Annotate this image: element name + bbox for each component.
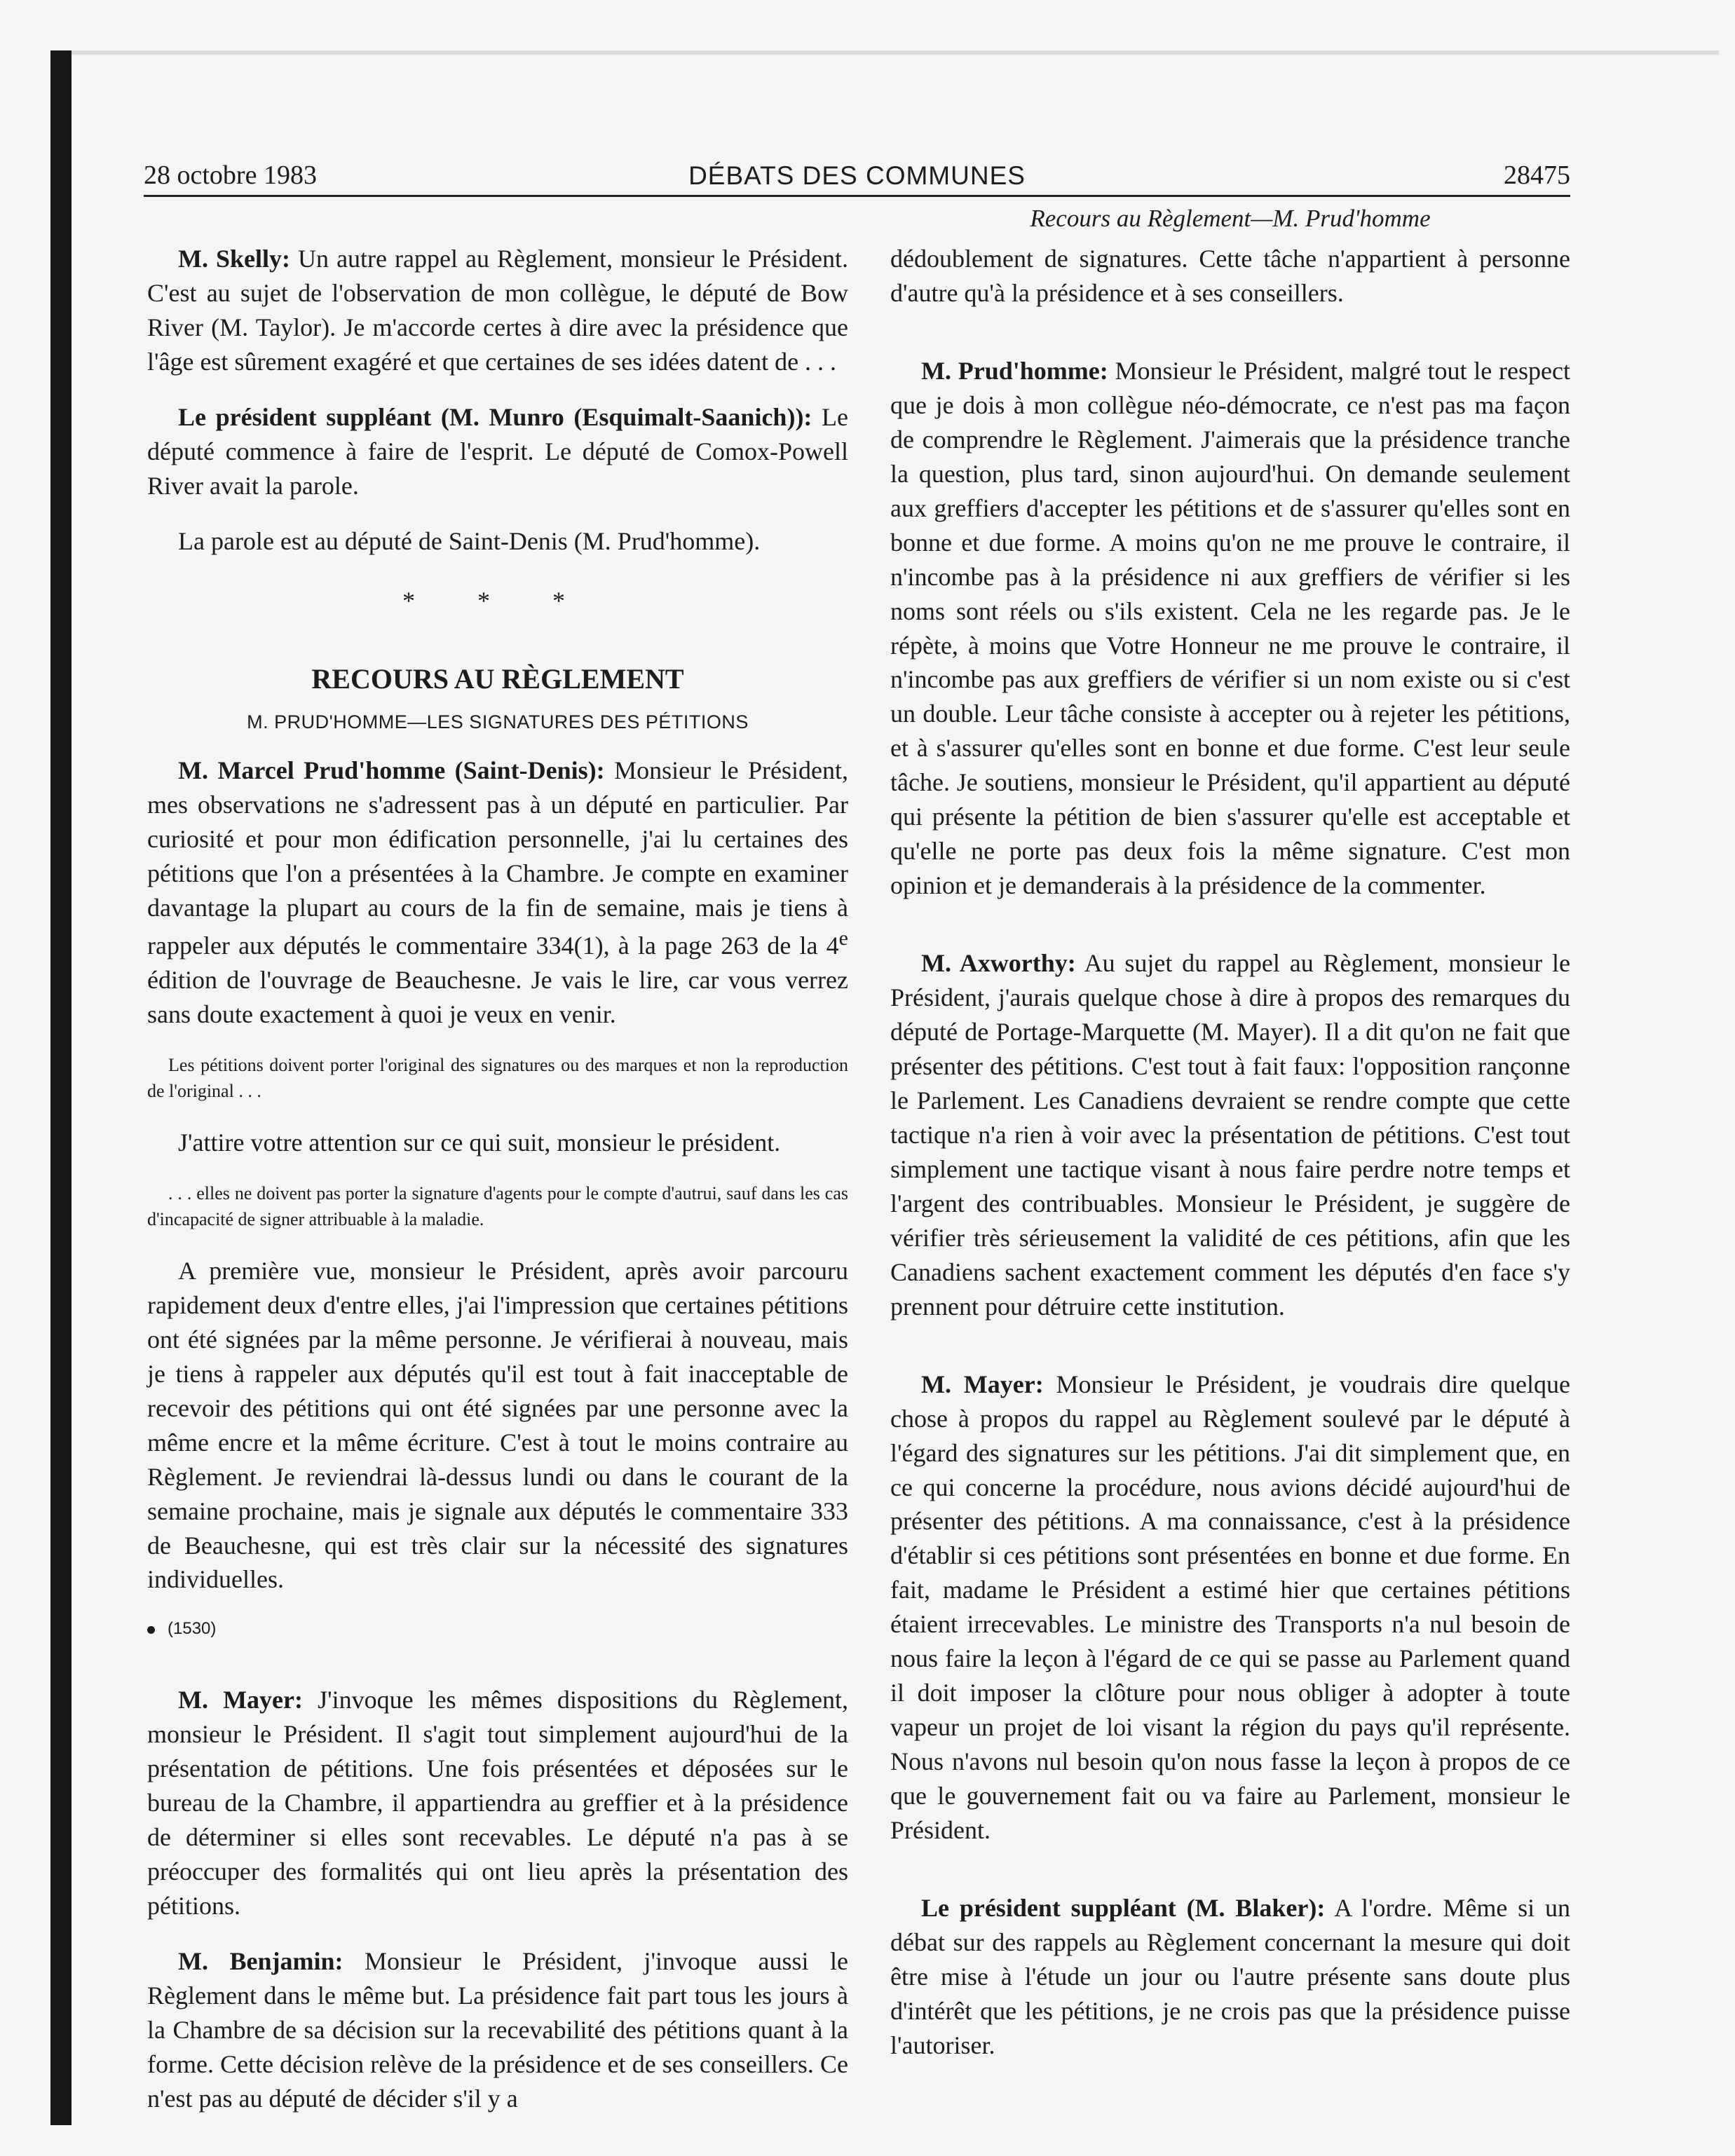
paragraph-continuation: dédoublement de signatures. Cette tâche n'appartient à personne d'autre qu'à la présidence et à ses conseillers. [890,245,1570,307]
paragraph-benjamin [147,1944,848,2116]
speaker-name: M. Mayer: [178,1686,303,1714]
quotation-2: . . . elles ne doivent pas porter la signature d'agents pour le compte d'autrui, sauf dans les cas d'incapacité de signer attribuable à la maladie. [147,1183,848,1229]
right-column [890,242,1570,2084]
paragraph-text: Au sujet du rappel au Règlement, monsieur le Président, j'aurais quelque chose à dire à propos des remarques du député de Portage-Marquette (M. Mayer). Il a dit qu'on ne fait que présenter des pétitions. C'est tout à fait faux: l'opposition rançonne le Parlement. Les Canadiens devraient se rendre compte que cette tactique n'a rien à voir avec la présentation de pétitions. C'est tout simplement une tactique visant à nous faire perdre notre temps et l'argent des contribuables. Monsieur le Président, je suggère de vérifier très sérieusement la validité de ces pétitions, afin que les Canadiens sachent exactement comment les députés d'en face s'y prennent pour détruire cette institution. [890,949,1570,1321]
paragraph-axworthy [890,946,1570,1323]
speaker-name: M. Axworthy: [921,949,1076,978]
paragraph-text-continued: édition de l'ouvrage de Beauchesne. Je vais le lire, car vous verrez sans doute exactement à quoi je veux en venir. [147,966,848,1029]
paragraph-floor-given: La parole est au député de Saint-Denis (M. Prud'homme). [178,526,761,555]
paragraph-text: Monsieur le Président, je voudrais dire quelque chose à propos du rappel au Règlement soulevé par le député à l'égard des signatures sur les pétitions. J'ai dit simplement que, en ce qui concerne la procédure, nous avions décidé aujourd'hui de présenter des pétitions. A ma connaissance, c'est à la présidence d'établir si ces pétitions sont présentées en bonne et due forme. En fait, madame le Président a estimé hier que certaines pétitions étaient irrecevables. Le ministre des Transports n'a nul besoin de nous faire la leçon à l'égard de ce qui se passe au Parlement quand il doit imposer la clôture pour nous obliger à adopter à toute vapeur un projet de loi visant la région du pays qu'il représente. Nous n'avons nul besoin qu'on nous fasse la leçon à propos de ce que le gouvernement fait ou va faire au Parlement, monsieur le Président. [890,1370,1570,1845]
scan-border-top [50,50,1719,55]
paragraph-prudhomme [147,753,848,1032]
section-subtitle: M. PRUD'HOMME—LES SIGNATURES DES PÉTITIONS [247,711,749,732]
paragraph-text: Monsieur le Président, malgré tout le respect que je dois à mon collègue néo-démocrate, ce n'est pas ma façon de comprendre le Règlement. J'aimerais que la présidence tranche la question, plus tard, sinon aujourd'hui. On demande seulement aux greffiers d'accepter les pétitions et de s'assurer qu'elles sont en bonne et due forme. A moins qu'on ne me prouve le contraire, il n'incombe pas à la présidence ni aux greffiers de vérifier si les noms sont réels ou s'ils existent. Cela ne les regarde pas. Je le répète, à moins que Votre Honneur ne me prouve le contraire, il n'incombe pas aux greffiers de vérifier si un nom existe ou si c'est un double. Leur tâche consiste à accepter ou à rejeter les pétitions, et à s'assurer qu'elles sont en bonne et due forme. C'est leur seule tâche. Je soutiens, monsieur le Président, qu'il appartient au député qui présente la pétition de bien s'assurer qu'elle est acceptable et qu'elle ne porte pas deux fois la même signature. C'est mon opinion et je demanderais à la présidence de la commenter. [890,356,1570,900]
paragraph-text: Monsieur le Président, j'invoque aussi le Règlement dans le même but. La présidence fait part tous les jours à la Chambre de sa décision sur la recevabilité des pétitions quant à la forme. Cette décision relève de la présidence et de ses conseillers. Ce n'est pas au député de décider s'il y a [147,1946,848,2113]
page-header [144,153,1570,195]
page-number: 28475 [1504,161,1570,190]
paragraph-prudhomme-2 [890,354,1570,903]
paragraph-mayer-2 [890,1367,1570,1848]
speaker-name: M. Marcel Prud'homme (Saint-Denis): [178,756,605,784]
paragraph-blaker [890,1891,1570,2063]
paragraph-first-view: A première vue, monsieur le Président, après avoir parcouru rapidement deux d'entre elles, j'ai l'impression que certaines pétitions ont été signées par la même personne. Je vérifierai à nouveau, mais je tiens à rappeler aux députés qu'il est tout à fait inacceptable de recevoir des pétitions qui ont été signées par une personne avec la même encre et la même écriture. C'est à tout le moins contraire au Règlement. Je reviendrai là-dessus lundi ou dans le courant de la semaine prochaine, mais je signale aux députés le commentaire 333 de Beauchesne, qui est très clair sur la nécessité des signatures individuelles. [147,1256,848,1594]
paragraph-munro [147,400,848,503]
paragraph-text: Monsieur le Président, mes observations ne s'adressent pas à un député en particulier. Par curiosité et pour mon édification personnelle, j'ai lu certaines des pétitions que l'on a présentées à la Chambre. Je compte en examiner davantage la plupart au cours de la fin de semaine, mais je tiens à rappeler aux députés le commentaire 334(1), à la page 263 de la 4 [147,756,848,960]
speaker-name: M. Prud'homme: [921,356,1108,385]
paragraph-mayer [147,1683,848,1923]
header-rule [144,195,1570,197]
speaker-name: M. Skelly: [178,245,291,273]
quotation-1: Les pétitions doivent porter l'original des signatures ou des marques et non la reproduction de l'original . . . [147,1055,848,1102]
speaker-name: Le président suppléant (M. Munro (Esquimalt-Saanich)): [178,402,812,431]
paragraph-attention: J'attire votre attention sur ce qui suit, monsieur le président. [178,1128,781,1157]
running-head: Recours au Règlement—M. Prud'homme [1030,205,1431,232]
paragraph-skelly [147,242,848,379]
speaker-name: M. Benjamin: [178,1946,343,1975]
paragraph-text: Le député commence à faire de l'esprit. Le député de Comox-Powell River avait la parole. [147,402,849,500]
section-separator: * * * [402,586,593,615]
header-date: 28 octobre 1983 [144,161,317,190]
paragraph-text: J'invoque les mêmes dispositions du Règlement, monsieur le Président. Il s'agit tout simplement aujourd'hui de la présentation de pétitions. Une fois présentées et déposées sur le bureau de la Chambre, il appartiendra au greffier et à la présidence de déterminer si elles sont recevables. Le député n'a pas à se préoccuper des formalités qui ont lieu après la présentation des pétitions. [147,1686,848,1920]
section-title: RECOURS AU RÈGLEMENT [311,662,684,695]
paragraph-text: A l'ordre. Même si un débat sur des rappels au Règlement concernant la mesure qui doit être mise à l'étude un jour ou l'autre présente sans doute plus d'intérêt que les pétitions, je ne crois pas que la présidence puisse l'autoriser. [890,1893,1571,2059]
bullet-icon [147,1626,155,1634]
speaker-name: Le président suppléant (M. Blaker): [921,1893,1326,1922]
superscript: e [838,927,848,950]
paragraph-text: Un autre rappel au Règlement, monsieur le Président. C'est au sujet de l'observation de mon collègue, le député de Bow River (M. Taylor). Je m'accorde certes à dire avec la présidence que l'âge est sûrement exagéré et que certaines de ses idées datent de . . . [147,245,849,376]
speaker-name: M. Mayer: [921,1370,1044,1398]
scan-border-left [50,50,72,2125]
time-marker [147,1618,848,1641]
header-title: DÉBATS DES COMMUNES [688,161,1026,190]
left-column [147,242,848,2136]
time-marker-text: (1530) [168,1619,217,1639]
